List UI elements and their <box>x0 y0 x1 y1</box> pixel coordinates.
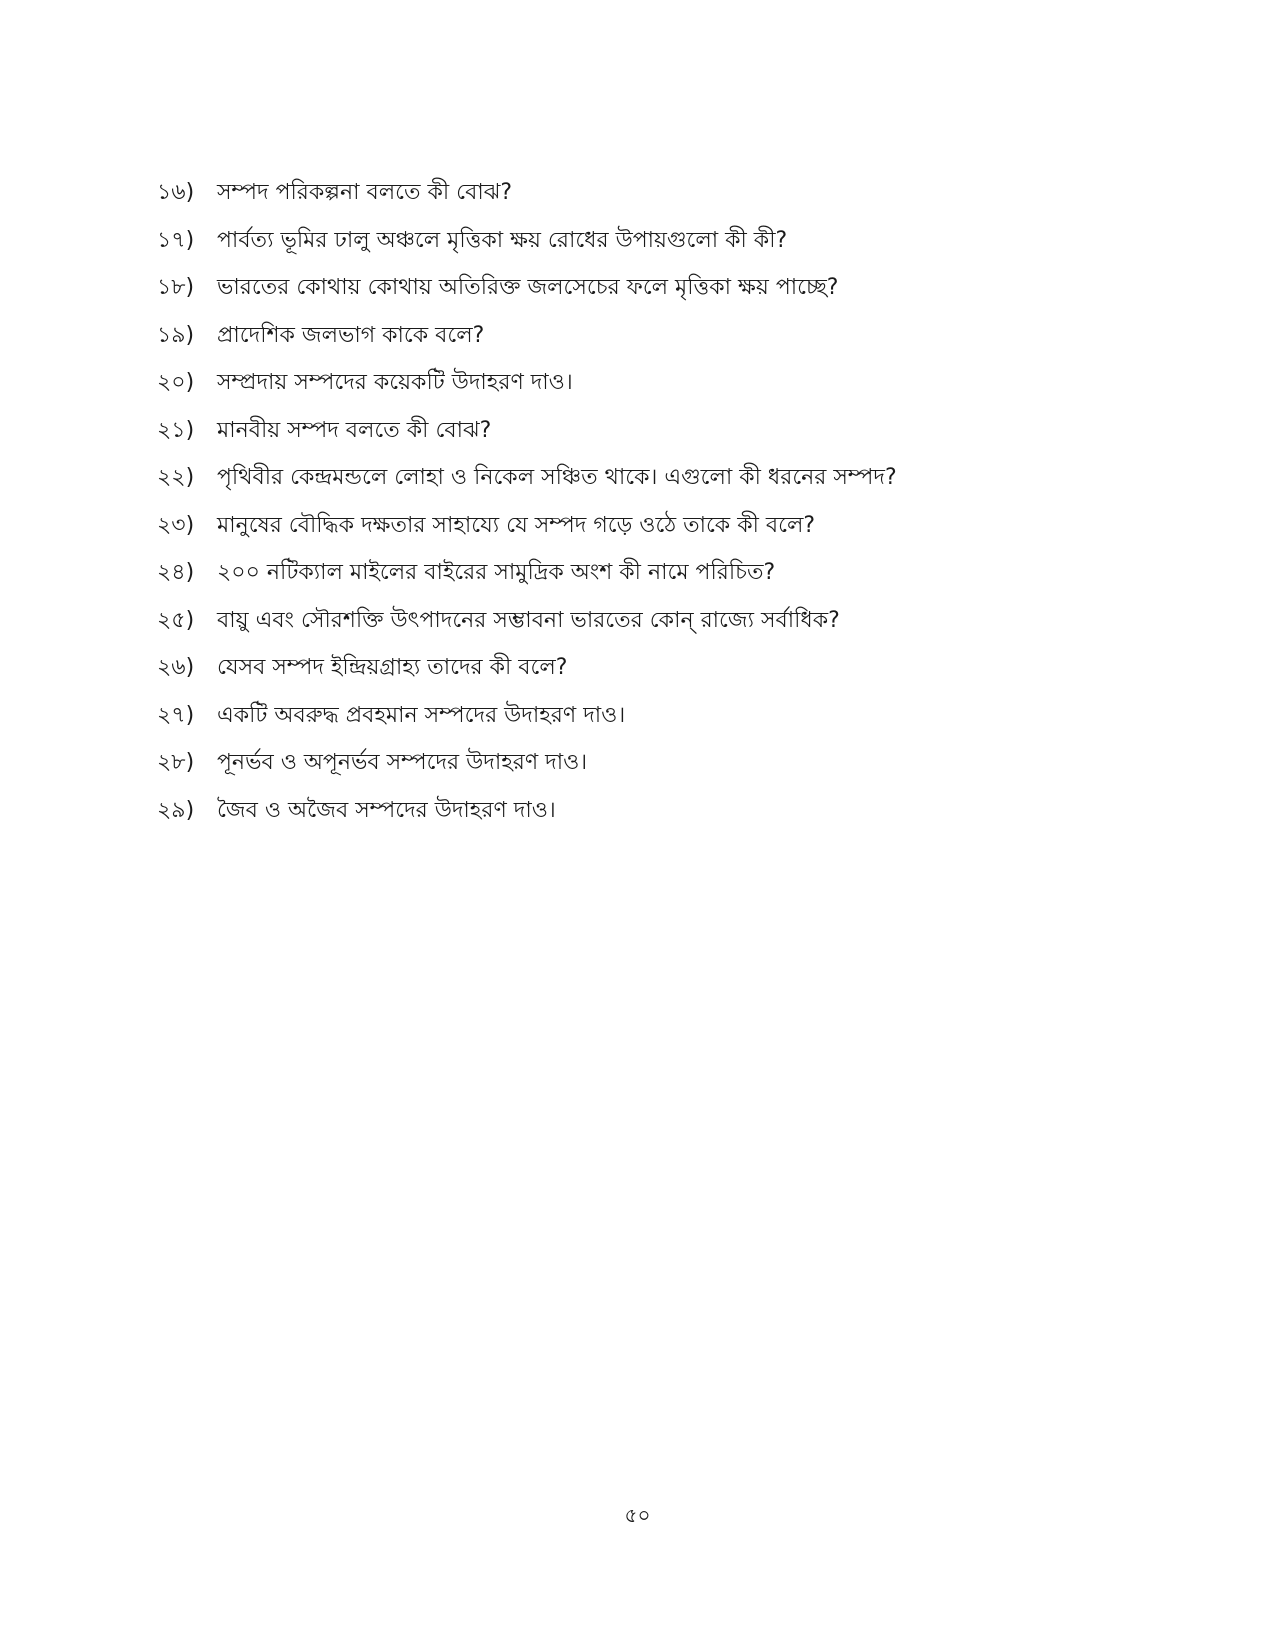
question-item <box>157 463 897 511</box>
question-item <box>157 701 897 749</box>
question-number: ১৯) <box>157 322 195 348</box>
question-text: একটি অবরুদ্ধ প্রবহমান সম্পদের উদাহরণ দাও। <box>217 702 626 728</box>
question-text: পৃথিবীর কেন্দ্রমন্ডলে লোহা ও নিকেল সঞ্চিত থাকে। এগুলো কী ধরনের সম্পদ? <box>217 465 897 490</box>
page-number: ৫০ <box>624 1503 651 1527</box>
question-text: জৈব ও অজৈব সম্পদের উদাহরণ দাও। <box>217 797 556 823</box>
question-number: ২৮) <box>157 750 195 775</box>
question-item <box>157 748 897 796</box>
question-text: সম্প্রদায় সম্পদের কয়েকটি উদাহরণ দাও। <box>217 370 573 395</box>
question-item <box>157 796 897 844</box>
question-list <box>157 178 897 843</box>
question-text: যেসব সম্পদ ইন্দ্রিয়গ্রাহ্য তাদের কী বলে? <box>217 655 568 680</box>
question-text: মানুষের বৌদ্ধিক দক্ষতার সাহায্যে যে সম্পদ গড়ে ওঠে তাকে কী বলে? <box>217 512 816 538</box>
question-item <box>157 178 897 226</box>
question-number: ১৬) <box>157 180 195 205</box>
question-text: ভারতের কোথায় কোথায় অতিরিক্ত জলসেচের ফলে মৃত্তিকা ক্ষয় পাচ্ছে? <box>217 275 839 300</box>
question-item <box>157 416 897 464</box>
question-text: পার্বত্য ভূমির ঢালু অঞ্চলে মৃত্তিকা ক্ষয় রোধের উপায়গুলো কী কী? <box>217 227 788 253</box>
question-item <box>157 226 897 274</box>
question-number: ২৭) <box>157 702 195 728</box>
question-number: ১৮) <box>157 275 195 300</box>
question-item <box>157 511 897 559</box>
question-text: পূনর্ভব ও অপূনর্ভব সম্পদের উদাহরণ দাও। <box>217 750 588 775</box>
question-item <box>157 606 897 654</box>
question-text: মানবীয় সম্পদ বলতে কী বোঝ? <box>217 417 492 443</box>
question-number: ১৭) <box>157 227 195 253</box>
question-number: ২৯) <box>157 797 195 823</box>
question-text: প্রাদেশিক জলভাগ কাকে বলে? <box>217 322 485 348</box>
question-item <box>157 273 897 321</box>
question-number: ২৪) <box>157 560 195 585</box>
question-number: ২৩) <box>157 512 195 538</box>
question-text: সম্পদ পরিকল্পনা বলতে কী বোঝ? <box>217 180 513 205</box>
question-text: বায়ু এবং সৌরশক্তি উৎপাদনের সম্ভাবনা ভারতের কোন্ রাজ্যে সর্বাধিক? <box>217 607 840 633</box>
question-item <box>157 558 897 606</box>
question-item <box>157 653 897 701</box>
question-item <box>157 368 897 416</box>
question-number: ২১) <box>157 417 195 443</box>
question-number: ২৫) <box>157 607 195 633</box>
question-text: ২০০ নটিক্যাল মাইলের বাইরের সামুদ্রিক অংশ কী নামে পরিচিত? <box>217 560 776 585</box>
question-number: ২২) <box>157 465 195 490</box>
question-number: ২০) <box>157 370 195 395</box>
question-item <box>157 321 897 369</box>
question-number: ২৬) <box>157 655 195 680</box>
